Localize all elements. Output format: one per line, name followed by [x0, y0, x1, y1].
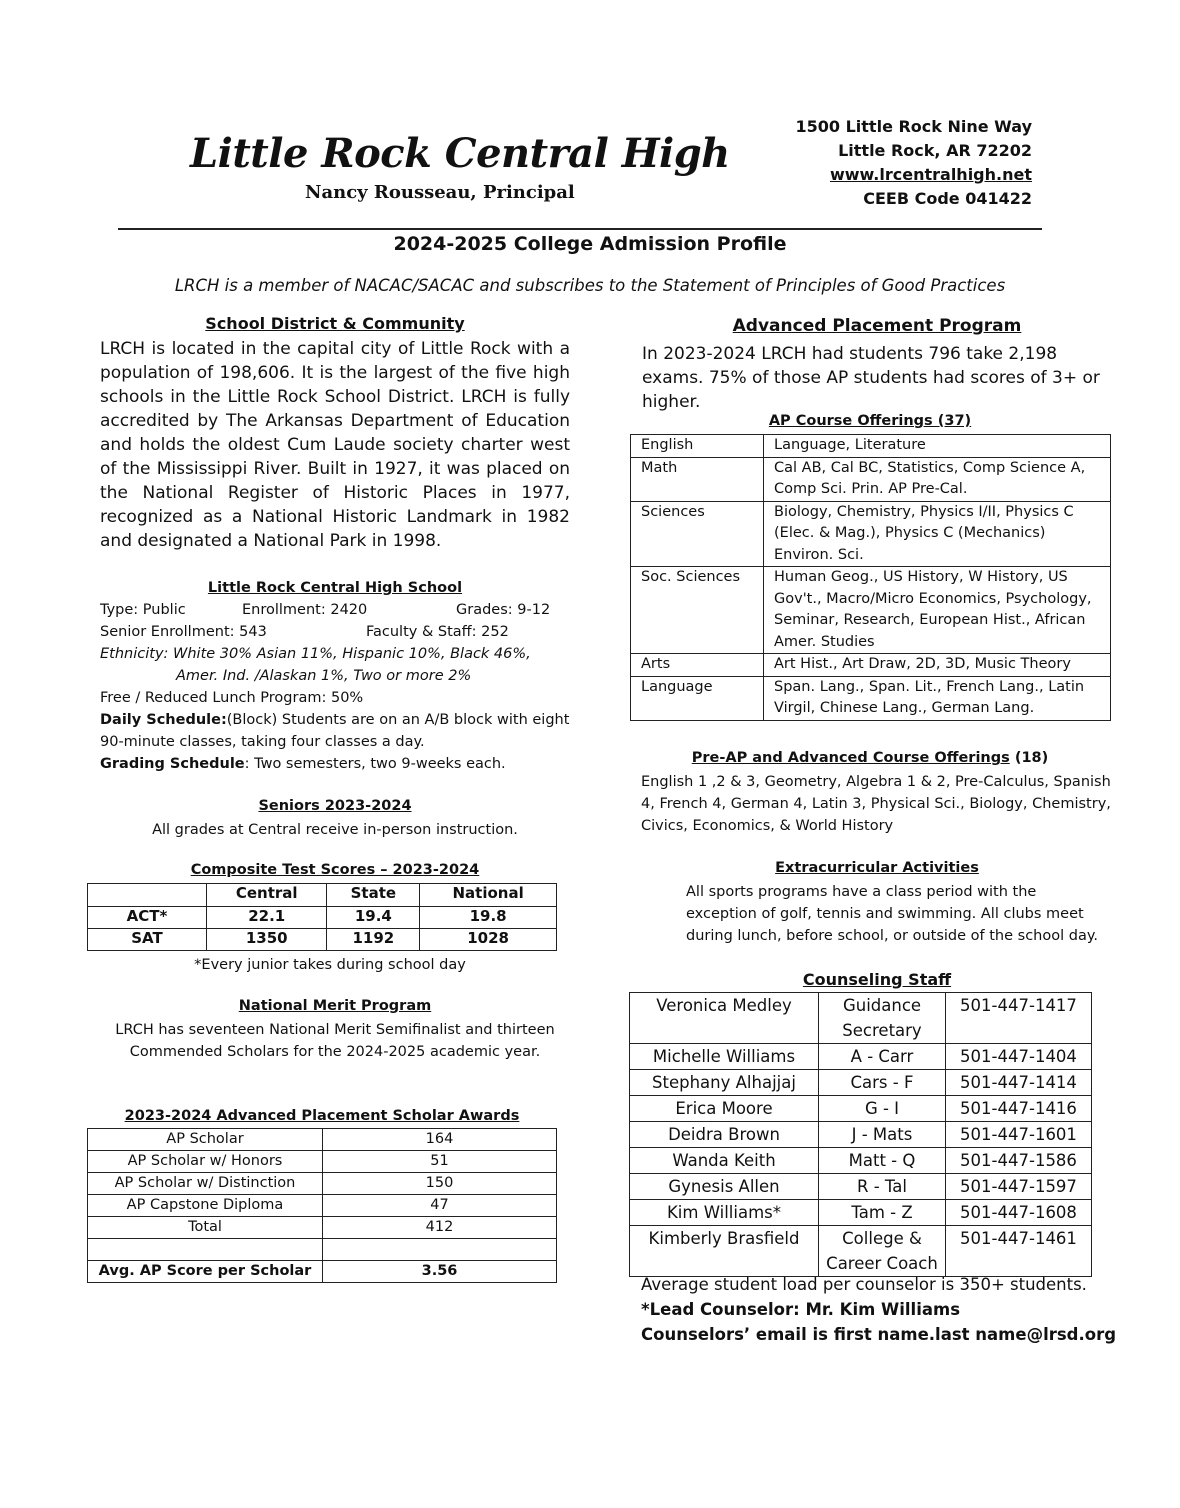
seniors-heading: Seniors 2023-2024: [258, 798, 412, 814]
seniors-text: All grades at Central receive in-person instruction.: [152, 822, 518, 838]
daily-schedule: Daily Schedule:(Block) Students are on an A/B block with eight 90-minute classes, taking four classes a day.: [100, 712, 570, 750]
header-divider: [118, 228, 1042, 230]
test-scores-table: [87, 883, 557, 951]
ethnicity-line-1: Ethnicity: White 30% Asian 11%, Hispanic 10%, Black 46%,: [100, 646, 531, 662]
counselor-email: Counselors’ email is first name.last name@lrsd.org: [641, 1325, 1117, 1344]
table-row: Kim Williams* Tam - Z 501-447-1608: [630, 1200, 1092, 1226]
table-row: Wanda Keith Matt - Q 501-447-1586: [630, 1148, 1092, 1174]
table-row: Soc. Sciences Human Geog., US History, W History, US Gov't., Macro/Micro Economics, Psychology, Seminar, Research, European Hist., African Amer. Studies: [631, 567, 1111, 654]
extracurricular-text: All sports programs have a class period with the exception of golf, tennis and swimming. All clubs meet during lunch, before school, or outside of the school day.: [686, 884, 1098, 944]
ceeb-code: CEEB Code 041422: [863, 189, 1032, 208]
community-heading: School District & Community: [205, 314, 465, 333]
ap-awards-heading: 2023-2024 Advanced Placement Scholar Awards: [124, 1108, 520, 1124]
address-line-1: 1500 Little Rock Nine Way: [795, 117, 1032, 136]
ap-awards-table: [87, 1128, 557, 1283]
school-grades: Grades: 9-12: [456, 602, 551, 618]
table-row: Michelle Williams A - Carr 501-447-1404: [630, 1044, 1092, 1070]
ap-program-text: In 2023-2024 LRCH had students 796 take 2,198 exams. 75% of those AP students had scores of 3+ or higher.: [642, 344, 1100, 412]
ap-courses-table: [630, 434, 1111, 721]
table-row: Erica Moore G - I 501-447-1416: [630, 1096, 1092, 1122]
extracurricular-heading: Extracurricular Activities: [775, 860, 979, 876]
table-row: Language Span. Lang., Span. Lit., French Lang., Latin Virgil, Chinese Lang., German Lang.: [631, 676, 1111, 720]
table-row: Sciences Biology, Chemistry, Physics I/II, Physics C (Elec. & Mag.), Physics C (Mechanics) Environ. Sci.: [631, 501, 1111, 567]
lead-counselor: *Lead Counselor: Mr. Kim Williams: [641, 1300, 961, 1319]
test-scores-note: *Every junior takes during school day: [194, 957, 466, 973]
faculty-count: Faculty & Staff: 252: [366, 624, 509, 640]
ethnicity-line-2: Amer. Ind. /Alaskan 1%, Two or more 2%: [176, 668, 472, 684]
table-row: ACT* 22.1 19.4 19.8: [88, 907, 557, 929]
website-link[interactable]: www.lrcentralhigh.net: [829, 165, 1032, 184]
senior-enrollment: Senior Enrollment: 543: [100, 624, 267, 640]
test-scores-heading: Composite Test Scores – 2023-2024: [190, 862, 480, 878]
counseling-notes: [641, 1272, 1121, 1347]
profile-title: 2024-2025 College Admission Profile: [393, 233, 787, 255]
table-row: Veronica Medley Guidance Secretary 501-447-1417: [630, 993, 1092, 1044]
school-facts: [100, 599, 570, 775]
table-row: Kimberly Brasfield College & Career Coach 501-447-1461: [630, 1226, 1092, 1277]
merit-text: LRCH has seventeen National Merit Semifinalist and thirteen Commended Scholars for the 2024-2025 academic year.: [115, 1022, 555, 1060]
school-heading: Little Rock Central High School: [207, 580, 463, 596]
preap-heading: Pre-AP and Advanced Course Offerings (18): [691, 750, 1049, 766]
table-row: AP Scholar w/ Honors 51: [88, 1151, 557, 1173]
table-row: SAT 1350 1192 1028: [88, 929, 557, 951]
counselor-load-note: Average student load per counselor is 350+ students.: [641, 1275, 1087, 1294]
table-row: Gynesis Allen R - Tal 501-447-1597: [630, 1174, 1092, 1200]
table-row: English Language, Literature: [631, 435, 1111, 458]
table-row: Deidra Brown J - Mats 501-447-1601: [630, 1122, 1092, 1148]
table-row: AP Scholar w/ Distinction 150: [88, 1173, 557, 1195]
table-row: Total 412: [88, 1217, 557, 1239]
address-line-2: Little Rock, AR 72202: [838, 141, 1032, 160]
merit-heading: National Merit Program: [238, 998, 432, 1014]
table-row: Arts Art Hist., Art Draw, 2D, 3D, Music Theory: [631, 654, 1111, 677]
ap-courses-heading: AP Course Offerings (37): [768, 413, 972, 429]
table-row: AP Capstone Diploma 47: [88, 1195, 557, 1217]
counseling-heading: Counseling Staff: [802, 970, 952, 989]
table-row: Stephany Alhajjaj Cars - F 501-447-1414: [630, 1070, 1092, 1096]
grading-schedule: Grading Schedule: Two semesters, two 9-weeks each.: [100, 756, 506, 772]
table-row: AP Scholar 164: [88, 1129, 557, 1151]
ap-program-heading: Advanced Placement Program: [732, 316, 1022, 336]
table-row: Math Cal AB, Cal BC, Statistics, Comp Science A, Comp Sci. Prin. AP Pre-Cal.: [631, 457, 1111, 501]
table-row: Avg. AP Score per Scholar 3.56: [88, 1261, 557, 1283]
preap-text: English 1 ,2 & 3, Geometry, Algebra 1 & 2, Pre-Calculus, Spanish 4, French 4, German 4, Latin 3, Physical Sci., Biology, Chemistry, Civics, Economics, & World History: [641, 774, 1111, 834]
school-name: Little Rock Central High: [190, 130, 730, 177]
lunch-program: Free / Reduced Lunch Program: 50%: [100, 690, 364, 706]
principal-name: Nancy Rousseau, Principal: [305, 182, 575, 203]
school-address: [796, 115, 1033, 211]
table-row: Central State National: [88, 884, 557, 907]
counseling-table: [629, 992, 1092, 1277]
community-text: LRCH is located in the capital city of Little Rock with a population of 198,606. It is the largest of the five high schools in the Little Rock School District. LRCH is fully accredited by The Arkansas Department of Education and holds the oldest Cum Laude society charter west of the Mississippi River. Built in 1927, it was placed on the National Register of Historic Places in 1977, recognized as a National Historic Landmark in 1982 and designated a National Park in 1998.: [100, 339, 570, 551]
school-type: Type: Public: [100, 602, 186, 618]
school-enrollment: Enrollment: 2420: [242, 602, 368, 618]
membership-statement: LRCH is a member of NACAC/SACAC and subscribes to the Statement of Principles of Good Practices: [174, 276, 1006, 295]
table-row: [88, 1239, 557, 1261]
